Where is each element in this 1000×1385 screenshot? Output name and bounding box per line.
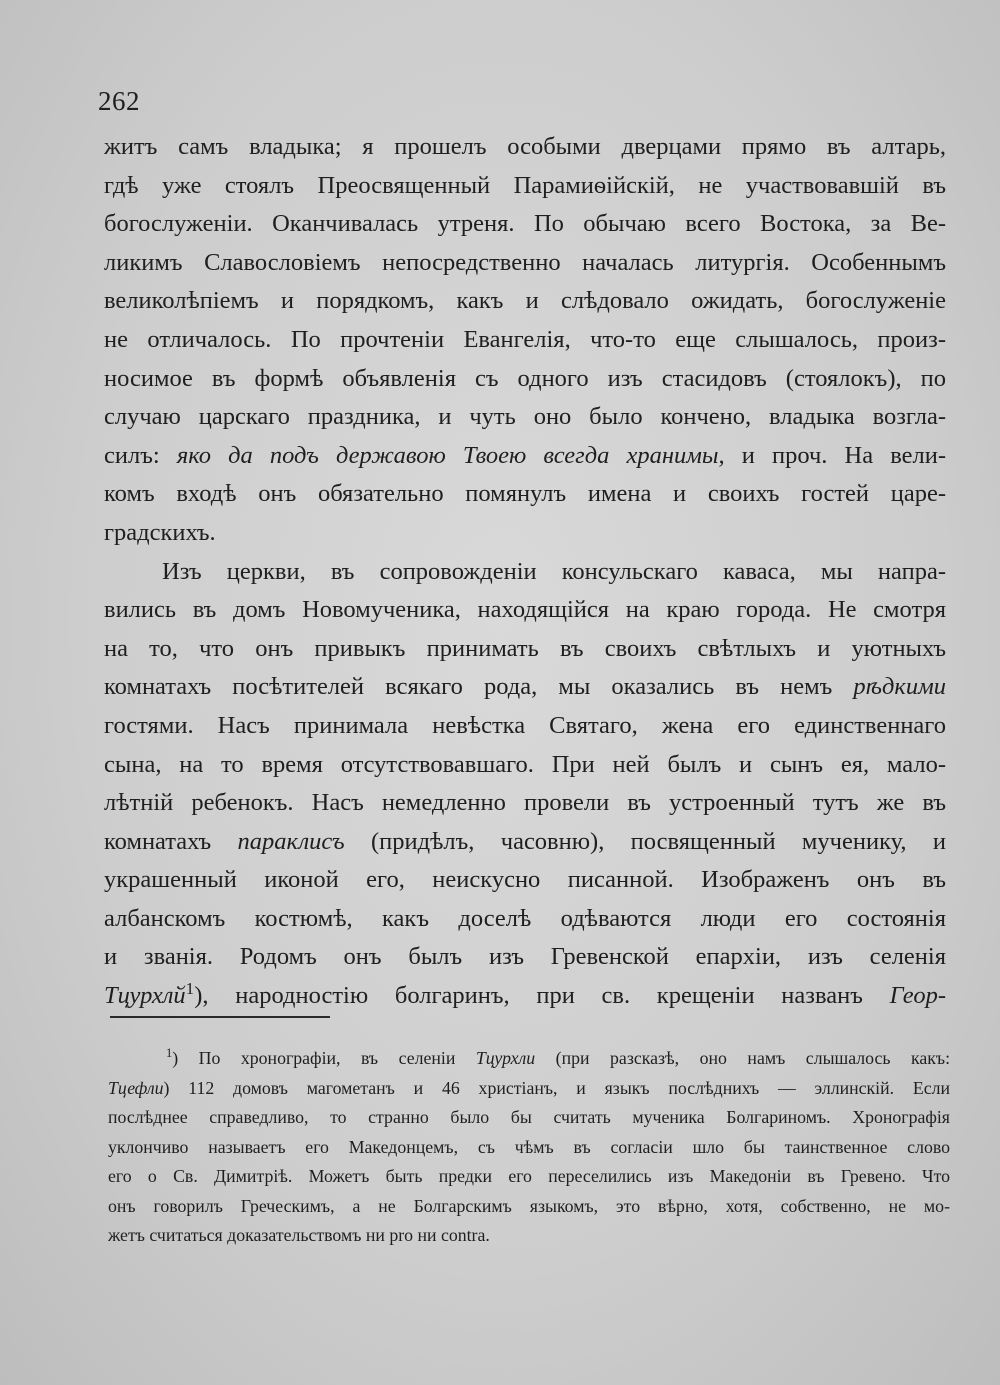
text-line: житъ самъ владыка; я прошелъ особыми дверцами прямо въ алтарь, bbox=[104, 133, 946, 160]
text-line: гдѣ уже стоялъ Преосвященный Парамиѳійскій, не участвовавшій въ bbox=[104, 171, 946, 199]
italic-word: параклисъ bbox=[237, 827, 345, 855]
text-span: ) По хронографіи, въ селеніи bbox=[172, 1048, 476, 1068]
text-span: ), народностію болгаринъ, при св. крещеніи названъ bbox=[194, 982, 890, 1010]
footnote-line: уклончиво называетъ его Македонцемъ, съ чѣмъ въ согласіи шло бы таинственное слово bbox=[108, 1136, 950, 1157]
text-span: комнатахъ bbox=[104, 827, 238, 855]
text-line: на то, что онъ привыкъ принимать въ своихъ свѣтлыхъ и уютныхъ bbox=[104, 634, 946, 662]
text-span: комнатахъ посѣтителей всякаго рода, мы оказались въ немъ bbox=[104, 673, 854, 701]
text-span: (при разсказѣ, оно намъ слышалось какъ: bbox=[535, 1048, 950, 1068]
text-line bbox=[104, 977, 946, 1016]
page-number: 262 bbox=[98, 86, 140, 116]
footnote-line bbox=[108, 1044, 950, 1074]
italic-word: рѣдкими bbox=[853, 673, 946, 701]
text-line bbox=[104, 668, 946, 707]
italic-word: Тцурхли bbox=[475, 1048, 536, 1068]
text-line: гостями. Насъ принимала невѣстка Святаго, жена его единственнаго bbox=[104, 711, 946, 739]
footnote-line: жетъ считаться доказательствомъ ни pro ни contra. bbox=[108, 1225, 490, 1245]
text-line: градскихъ. bbox=[104, 518, 216, 546]
text-line bbox=[104, 823, 946, 862]
text-line: вились въ домъ Новомученика, находящійся на краю города. Не смотря bbox=[104, 596, 946, 624]
text-span: (придѣлъ, часовню), посвященный мученику, и bbox=[344, 827, 946, 855]
text-line: не отличалось. По прочтеніи Евангелія, что-то еще слышалось, произ- bbox=[104, 325, 946, 353]
footnote-marker: 1 bbox=[185, 978, 195, 998]
footnote-block bbox=[108, 1044, 950, 1251]
footnote-divider bbox=[110, 1016, 330, 1018]
text-span: и проч. На вели- bbox=[724, 441, 946, 469]
footnote-line: онъ говорилъ Греческимъ, а не Болгарскимъ языкомъ, это вѣрно, хотя, собственно, не мо- bbox=[108, 1195, 950, 1216]
italic-phrase: яко да подъ державою Твоею всегда хранимы, bbox=[176, 441, 725, 469]
text-line: украшенный иконой его, неискусно писанной. Изображенъ онъ въ bbox=[104, 866, 946, 894]
text-span: силъ: bbox=[104, 441, 177, 469]
italic-word: Тцурхлй bbox=[104, 982, 186, 1010]
footnote-marker: 1 bbox=[166, 1046, 173, 1061]
italic-word: Тцефли bbox=[108, 1077, 164, 1098]
text-line: носимое въ формѣ объявленія съ одного изъ стасидовъ (стоялокъ), по bbox=[104, 364, 946, 392]
text-line: богослуженіи. Оканчивалась утреня. По обычаю всего Востока, за Ве- bbox=[104, 210, 946, 238]
italic-word: Геор- bbox=[889, 982, 946, 1010]
text-line: Изъ церкви, въ сопровожденіи консульскаго каваса, мы напра- bbox=[162, 557, 946, 585]
text-line: комъ входѣ онъ обязательно помянулъ имена и своихъ гостей царе- bbox=[104, 480, 946, 508]
text-line: и званія. Родомъ онъ былъ изъ Гревенской епархіи, изъ селенія bbox=[104, 943, 946, 971]
text-line: ликимъ Славословіемъ непосредственно началась литургія. Особеннымъ bbox=[104, 248, 946, 276]
main-text bbox=[104, 128, 946, 1016]
text-line: великолѣпіемъ и порядкомъ, какъ и слѣдовало ожидать, богослуженіе bbox=[104, 287, 946, 315]
text-line bbox=[104, 437, 946, 476]
footnote-line: его о Св. Димитріѣ. Можетъ быть предки его переселились изъ Македоніи въ Гревено. Что bbox=[108, 1166, 950, 1186]
text-line: албанскомъ костюмѣ, какъ доселѣ одѣваются люди его состоянія bbox=[104, 904, 946, 932]
text-line: сына, на то время отсутствовавшаго. При ней былъ и сынъ ея, мало- bbox=[104, 750, 946, 778]
text-span: ) 112 домовъ магометанъ и 46 христіанъ, и языкъ послѣднихъ — эллинскій. Если bbox=[163, 1077, 950, 1098]
text-line: случаю царскаго праздника, и чуть оно было кончено, владыка возгла- bbox=[104, 403, 946, 431]
footnote-line bbox=[108, 1074, 950, 1104]
text-line: лѣтній ребенокъ. Насъ немедленно провели въ устроенный тутъ же въ bbox=[104, 789, 946, 817]
footnote-line: послѣднее справедливо, то странно было бы считать мученика Болгариномъ. Хронографія bbox=[108, 1107, 950, 1127]
